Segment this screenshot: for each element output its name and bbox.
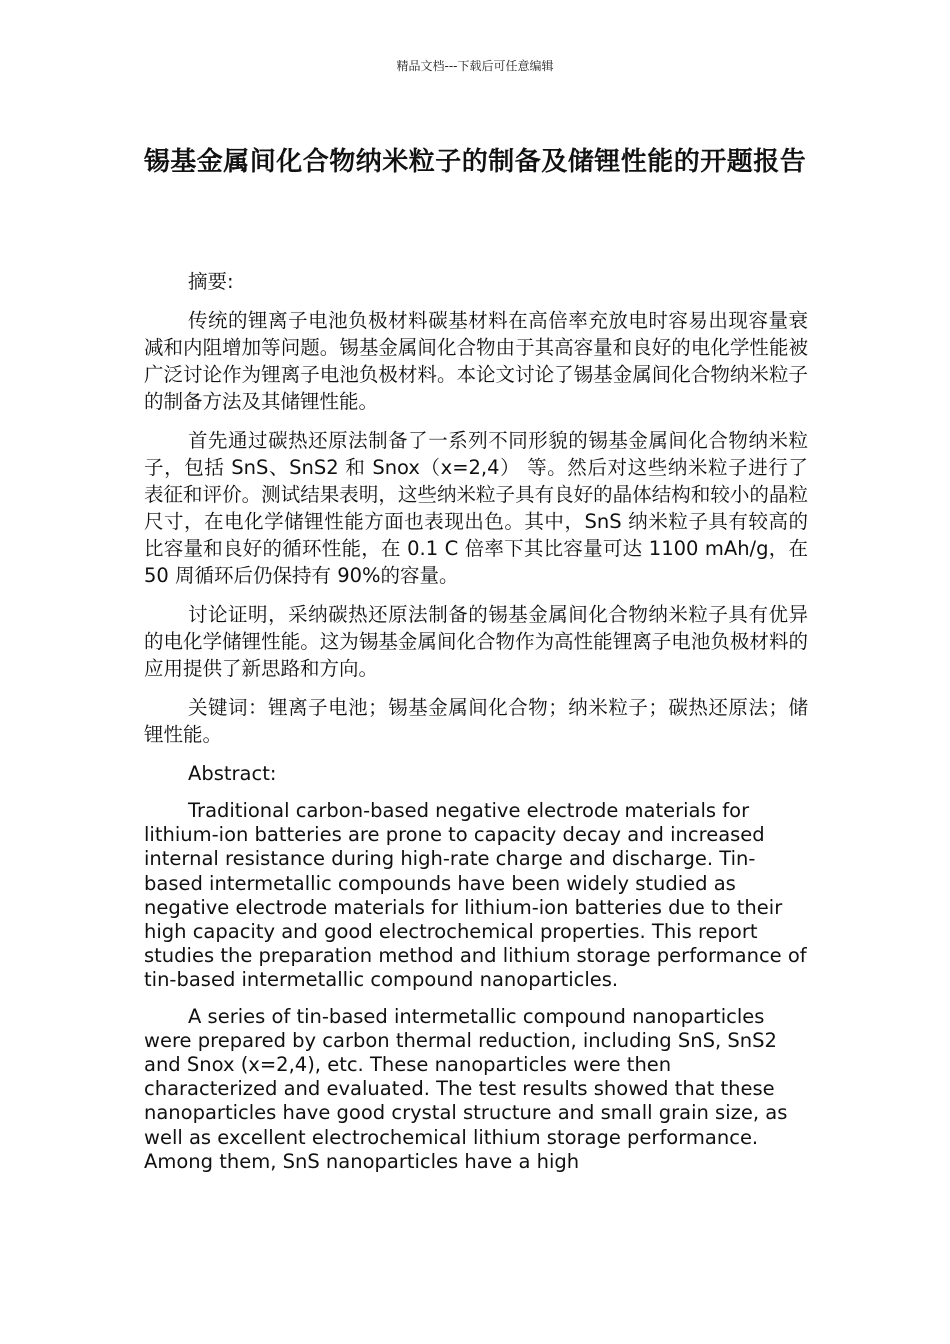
keywords: 关键词：锂离子电池；锡基金属间化合物；纳米粒子；碳热还原法；储锂性能。 — [144, 696, 808, 746]
document-title: 锡基金属间化合物纳米粒子的制备及储锂性能的开题报告 — [143, 147, 807, 177]
abstract-cn-paragraph: 首先通过碳热还原法制备了一系列不同形貌的锡基金属间化合物纳米粒子，包括 SnS、SnS2 和 Snox（x=2,4） 等。然后对这些纳米粒子进行了表征和评价。测试结果表明，这些纳米粒子具有良好的晶体结构和较小的晶粒尺寸，在电化学储锂性能方面也表现出色。其中，SnS 纳米粒子具有较高的比容量和良好的循环性能，在 0.1 C 倍率下其比容量可达 1100 mAh/g，在 50 周循环后仍保持有 90%的容量。 — [144, 429, 808, 587]
abstract-cn-label: 摘要: — [188, 270, 234, 293]
abstract-cn-paragraph: 讨论证明，采纳碳热还原法制备的锡基金属间化合物纳米粒子具有优异的电化学储锂性能。这为锡基金属间化合物作为高性能锂离子电池负极材料的应用提供了新思路和方向。 — [144, 603, 808, 680]
document-body — [144, 268, 808, 1186]
abstract-en-paragraph: A series of tin-based intermetallic compound nanoparticles were prepared by carbon thermal reduction, including SnS, SnS2 and Snox (x=2,4), etc. These nanoparticles were then characterized and evaluated. The test results showed that these nanoparticles have good crystal structure and small grain size, as well as excellent electrochemical lithium storage performance. Among them, SnS nanoparticles have a high — [144, 1004, 788, 1173]
page-header: 精品文档---下载后可任意编辑 — [396, 59, 554, 73]
abstract-en-paragraph: Traditional carbon-based negative electrode materials for lithium-ion batteries are prone to capacity decay and increased internal resistance during high-rate charge and discharge. Tin-based intermetallic compounds have been widely studied as negative electrode materials for lithium-ion batteries due to their high capacity and good electrochemical properties. This report studies the preparation method and lithium storage performance of tin-based intermetallic compound nanoparticles. — [144, 799, 807, 992]
abstract-en-label: Abstract: — [188, 762, 277, 785]
abstract-cn-paragraph: 传统的锂离子电池负极材料碳基材料在高倍率充放电时容易出现容量衰减和内阻增加等问题。锡基金属间化合物由于其高容量和良好的电化学性能被广泛讨论作为锂离子电池负极材料。本论文讨论了锡基金属间化合物纳米粒子的制备方法及其储锂性能。 — [144, 309, 808, 413]
